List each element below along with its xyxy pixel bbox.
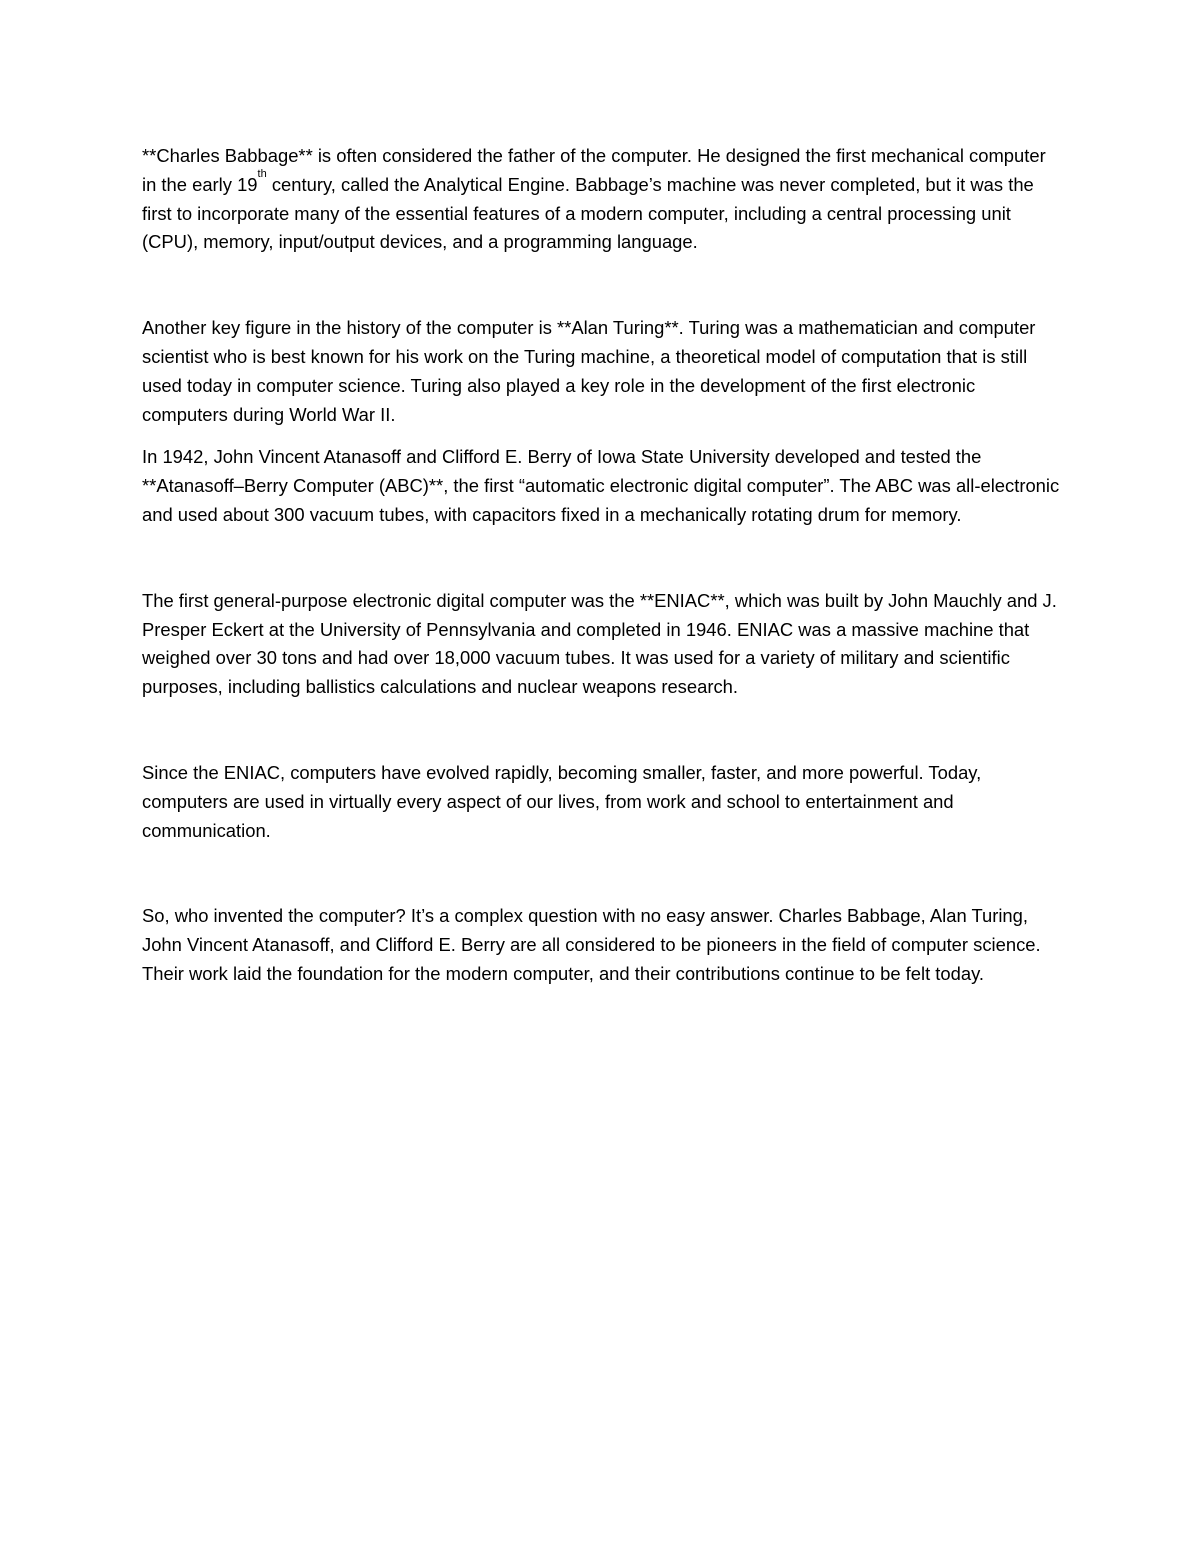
- paragraph-atanasoff-berry: In 1942, John Vincent Atanasoff and Clifford E. Berry of Iowa State University developed and tested the **Atanasoff–Berry Computer (ABC)**, the first “automatic electronic digital computer”. The ABC was all-electronic and used about 300 vacuum tubes, with capacitors fixed in a mechanically rotating drum for memory.: [142, 446, 1060, 525]
- paragraph-babbage-text-start: **Charles Babbage** is often considered the father of the computer. He designed the first mechanical computer in the early 19: [142, 145, 1046, 195]
- paragraph-turing: Another key figure in the history of the computer is **Alan Turing**. Turing was a mathematician and computer scientist who is best known for his work on the Turing machine, a theoretical model of computation that is still used today in computer science. Turing also played a key role in the development of the first electronic computers during World War II.: [142, 317, 1036, 425]
- paragraph-conclusion: So, who invented the computer? It’s a complex question with no easy answer. Charles Babbage, Alan Turing, John Vincent Atanasoff, and Clifford E. Berry are all considered to be pioneers in the field of computer science. Their work laid the foundation for the modern computer, and their contributions continue to be felt today.: [142, 905, 1041, 984]
- paragraph-babbage-text-end: century, called the Analytical Engine. Babbage’s machine was never completed, but it was the first to incorporate many of the essential features of a modern computer, including a central processing unit (CPU), memory, input/output devices, and a programming language.: [142, 173, 1034, 253]
- paragraph-eniac: The first general-purpose electronic digital computer was the **ENIAC**, which was built by John Mauchly and J. Presper Eckert at the University of Pennsylvania and completed in 1946. ENIAC was a massive machine that weighed over 30 tons and had over 18,000 vacuum tubes. It was used for a variety of military and scientific purposes, including ballistics calculations and nuclear weapons research.: [142, 589, 1057, 698]
- paragraph-evolution: Since the ENIAC, computers have evolved rapidly, becoming smaller, faster, and more powerful. Today, computers are used in virtually every aspect of our lives, from work and school to entertainment and communication.: [142, 761, 982, 841]
- paragraph-babbage: [142, 142, 1060, 257]
- superscript-th: th: [257, 167, 267, 180]
- document-body: [142, 142, 1060, 989]
